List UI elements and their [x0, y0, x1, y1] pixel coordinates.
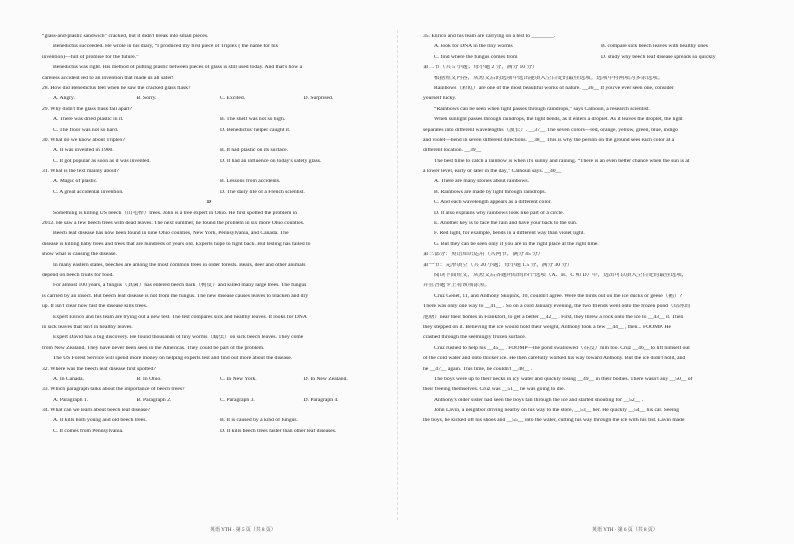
paragraph-line: For almost 100 years, a fungus（真菌）has entered beech bark（树皮）and killed many large trees. The fungus [53, 283, 307, 289]
paragraph-line: There was only one way to __41__ . So on a cold January evening, the two friends went onto the frozen pond（结冰的 [423, 304, 691, 310]
paragraph-line: up. It isn't clear how fast the disease kills trees. [42, 304, 148, 310]
answer-option: C. In New York. [220, 376, 257, 382]
answer-options [42, 377, 376, 387]
answer-option: C. It comes from Pennsylvania. [53, 428, 124, 434]
paragraph-line: from New Zealand. They have never been seen in the Americas. They could be part of the problem. [42, 345, 265, 351]
answer-option: B. Rainbows are made by light through raindrops. [434, 189, 547, 195]
answer-option: A. look for DNA in the tiny worms [434, 44, 513, 50]
answer-option: A. Angry. [53, 96, 75, 102]
paragraph-line: 池塘）near their homes in Frankfort, to get a better __42__ . First, they threw a rock onto the ice to __43__ it. Then [423, 314, 684, 320]
answer-options [42, 418, 376, 428]
answer-option: D. It also explains why rainbows look like part of a circle. [434, 210, 565, 216]
answer-option: C. And each wavelength appears as a different color. [434, 200, 552, 206]
answer-options [423, 44, 757, 54]
answer-option: D. Surprised. [303, 96, 334, 102]
paragraph-line: they stepped on it. Believing the ice would hold their weight, Anthony took a few __44__ , then... FOOMP. He [423, 324, 671, 330]
paragraph-line: 第三部分：英语知识运用（共两节，满分 45 分） [423, 252, 544, 258]
answer-options [42, 148, 376, 158]
answer-option: E. Another key is to face the rain and have your back to the sun. [434, 221, 578, 227]
answer-options [42, 429, 376, 439]
answer-option: D. In New Zealand. [303, 376, 348, 382]
answer-option: A. It kills both young and old beech trees. [53, 418, 147, 424]
paragraph-line: their freeing themselves. Cruz was __51__ he was going to die. [423, 387, 565, 393]
paragraph-line: is carried by an insect. But beech leaf disease is not from the fungus. The new disease causes leaves to blacken and dry [42, 293, 309, 299]
paragraph-line: Benedictus was right. His method of putting plastic between pieces of glass is still used today. And that's how a [53, 65, 303, 71]
question-stem: 31. What is the text mainly about? [42, 169, 119, 175]
answer-option: B. It is caused by a kind of fungus. [220, 418, 298, 424]
answer-option: A. There are many stories about rainbows. [434, 179, 529, 185]
answer-option: A. In Canada. [53, 376, 85, 382]
answer-option: D. It kills beech trees faster than other leaf diseases. [220, 428, 337, 434]
paragraph-line: The boys were up to their necks in icy water and quickly losing __49__ in their bodies. There wasn't any __50__ of [434, 376, 693, 382]
question-stem: 28. How did Benedictus feel when he saw the cracked glass flask? [42, 85, 191, 91]
paragraph-line: Rainbows（彩虹）are one of the most beautiful works of nature. __36__ If you've ever seen one, consider [434, 85, 674, 91]
paragraph-line: disease is killing baby trees and trees that are hundreds of years old. Experts hope to fight back. But testing has failed to [42, 241, 311, 247]
answer-option: C. Excited. [220, 96, 246, 102]
paragraph-line: 第一节：完形填空（共 20 小题；每小题 1.5 分，满分 30 分） [423, 262, 573, 268]
section-heading: D [206, 200, 212, 206]
paragraph-line: John Lavin, a neighbor driving nearby on his way to the store, __53__ her. He quickly __54__ his car. Seeing [434, 408, 679, 414]
paragraph-line: of the cold water and onto thicker ice. He then carefully worked his way toward Anthony. But the ice didn't hold, and [423, 356, 686, 362]
answer-option: D. The daily life of a French scientist. [220, 189, 305, 195]
paragraph-line: The best time to catch a rainbow is when it's sunny and raining. “There is an even better chance when the sun is at [434, 158, 690, 164]
paragraph-line: Anthony's older sister had seen the boys fall through the ice and started shouting for __52__ . [434, 397, 644, 403]
paragraph-line: yourself lucky. [423, 96, 457, 102]
answer-option: C. Paragraph 3. [220, 397, 255, 403]
paragraph-line: Expert David has a big discovery. He found thousands of tiny worms（蠕虫）on sick beech leaves. They come [53, 335, 304, 341]
paragraph-line: The US Forest Service will spend more money on helping experts test and find out more about the disease. [53, 356, 293, 362]
paragraph-line: depend on beech fruits for food. [42, 272, 114, 278]
answer-option: A. Paragraph 1. [53, 397, 89, 403]
answer-option: B. The shelf was not so high. [220, 117, 286, 123]
answer-options [42, 179, 376, 189]
answer-option: A. Magic of plastic. [53, 179, 98, 185]
paragraph-line: Benedictus succeeded. He wrote in his diary, “I produced my first piece of Triplex ( the name for his [53, 44, 278, 50]
question-stem: 35. Enrico and his team are carrying on a test to ________. [423, 34, 556, 39]
paragraph-line: in sick leaves that isn't in healthy leaves. [42, 324, 133, 330]
paragraph-line: Expert Enrico and his team are trying out a new test. The test compares sick and healthy leaves. It looks for DNA [53, 314, 307, 320]
answer-options [42, 96, 376, 106]
paragraph-line: “Rainbows can be seen when light passes through raindrops,” says Calhoun, a research scientist. [434, 106, 650, 112]
answer-option: D. Benedictus' helper caught it. [220, 127, 291, 133]
answer-option: C. It got popular as soon as it was invented. [53, 158, 151, 164]
answer-option: C. A great accidental invention. [53, 189, 124, 195]
left-column [42, 34, 376, 439]
question-stem: 30. What do we know about Triplex? [42, 137, 126, 143]
paragraph-line: 根据短文内容，从短文后的选项中选出能填入空白处的最佳选项。选项中有两项为多余选项。 [434, 75, 664, 81]
paragraph-line: different location. __39__ [423, 148, 482, 154]
answer-option: D. study why beech leaf disease spreads so quickly [601, 54, 716, 60]
question-stem: 32. Where was the beech leaf disease first spotted? [42, 366, 156, 372]
answer-option: G. But they can be seen only if you are in the right place at the right time. [434, 241, 599, 247]
page-footer-right: 英语 YTH · 第 6 页（共 8 页） [592, 528, 658, 533]
paragraph-line: In many eastern states, beeches are among the most common trees in older forests. Bears, deer and other animals [53, 262, 306, 268]
paragraph-line: When sunlight passes through raindrops, the light bends, as it enters a droplet. As it leaves the droplet, the light [434, 117, 683, 123]
answer-options [42, 398, 376, 408]
answer-option: B. It had plastic on its surface. [220, 148, 289, 154]
answer-option: F. Red light, for example, bends in a different way than violet light. [434, 231, 585, 237]
answer-option: A. It was invented in 1900. [53, 148, 114, 154]
paragraph-line: crashed through the seemingly frozen surface. [423, 335, 527, 341]
right-column [423, 34, 757, 429]
answer-options [42, 128, 376, 138]
paragraph-line: a lower level, early or later in the day,” Calhoun says. __40__ [423, 169, 562, 175]
paragraph-line: careless accident led to an invention that made us all safer! [42, 75, 174, 81]
question-stem: 34. What can we learn about beech leaf disease? [42, 408, 151, 414]
paragraph-line: “glass-and-plastic sandwich” cracked, but it didn't break into small pieces. [42, 34, 209, 39]
answer-options [42, 159, 376, 169]
paragraph-line: and violet—bend in seven different directions. __38__ This is why the person on the ground sees each color at a [423, 137, 675, 143]
paragraph-line: Something is killing US beech（山毛榉）trees. John is a tree expert in Ohio. He first spotted the problem in [53, 210, 298, 216]
paragraph-line: separates into different wavelengths（波长）. __37__ The seven colors—red, orange, yellow, green, blue, indigo [423, 127, 678, 133]
answer-option: C. The floor was not so hard. [53, 127, 119, 133]
paragraph-line: he __47__ again. This time, he couldn't __48__ . [423, 366, 533, 372]
paragraph-line: 阅读下面短文，从短文后各题所给的四个选项（A、B、C 和 D）中，选出可以填入空白处的最佳选项， [434, 272, 688, 278]
paragraph-line: Cruz Genet, 11, and Anthony Skopick, 10, couldn't agree. Were the birds out on the ice ducks or geese（鹅）? [434, 293, 683, 299]
answer-option: C. find where the fungus comes from [434, 54, 518, 60]
paragraph-line: 并在答题卡上将该项涂黑。 [423, 283, 491, 289]
paragraph-line: invention)—full of promise for the future.” [42, 54, 139, 60]
paragraph-line: Beech leaf disease has now been found in nine Ohio counties, New York, Pennsylvania, and Canada. The [53, 231, 289, 237]
answer-option: B. Lessons from accidents. [220, 179, 281, 185]
question-stem: 29. Why didn't the glass flask fall apart? [42, 106, 133, 112]
answer-option: B. Paragraph 2. [136, 397, 172, 403]
answer-option: A. There was dried plastic in it. [53, 117, 124, 123]
answer-option: D. Paragraph 4. [303, 397, 339, 403]
answer-option: B. Sorry. [136, 96, 157, 102]
answer-option: D. It had an influence on today's safety glass. [220, 158, 322, 164]
paragraph-line: the boys, he kicked off his shoes and __55__ into the water, cutting his way through the ice with his fist. Lavin made [423, 418, 685, 424]
answer-options [423, 55, 757, 65]
answer-options [42, 190, 376, 200]
paragraph-line: show what is causing the disease. [42, 252, 117, 258]
answer-options [42, 117, 376, 127]
answer-option: B. In Ohio. [136, 376, 162, 382]
paragraph-line: 2012. He saw a few beech trees with dead leaves. The next summer, he found the problem in six more Ohio counties. [42, 221, 305, 227]
answer-option: B. compare sick beech leaves with healthy ones [601, 44, 708, 50]
paragraph-line: Cruz rushed to help his __45__ . FOOMP—the pond swallowed（吞没）him too. Cruz __46__ to lift himself out [434, 345, 690, 351]
column-divider [397, 30, 398, 520]
page-footer-left: 英语 YTH · 第 5 页（共 8 页） [210, 528, 276, 533]
paragraph-line: 第二节（共 5 小题；每小题 2 分，满分 10 分） [423, 65, 538, 71]
question-stem: 33. Which paragraph talks about the importance of beech trees? [42, 387, 185, 393]
